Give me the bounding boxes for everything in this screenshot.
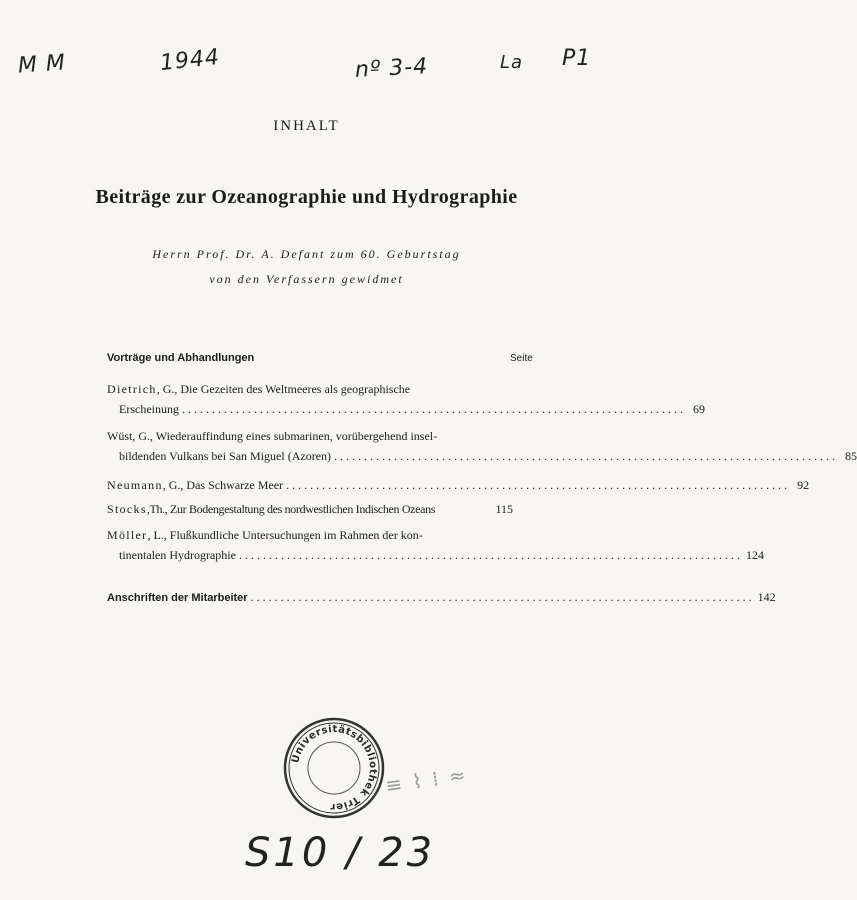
entry-title-line-2: tinentalen Hydrographie bbox=[119, 548, 236, 562]
handwritten-year: 1944 bbox=[158, 44, 222, 77]
leader-dots: .................................................................................... bbox=[250, 590, 755, 604]
handwritten-code: M M bbox=[17, 50, 67, 79]
handwritten-la: La bbox=[500, 52, 524, 73]
stamp-text: Universitätsbibliothek Trier bbox=[290, 723, 379, 813]
toc-entry bbox=[107, 502, 513, 522]
svg-text:Universitätsbibliothek Trier bbox=[290, 724, 378, 812]
toc-entry bbox=[107, 478, 810, 498]
dedication-line-2: von den Verfassern gewidmet bbox=[209, 272, 404, 286]
toc-entry bbox=[107, 382, 705, 422]
entry-page: 69 bbox=[692, 402, 705, 416]
entry-author: Wüst bbox=[107, 429, 133, 443]
handwritten-p1: P1 bbox=[562, 46, 592, 71]
entry-page: 92 bbox=[797, 478, 810, 492]
entry-page: 124 bbox=[745, 548, 764, 562]
entry-title-line-1: , L., Flußkundliche Untersuchungen im Rahmen der kon- bbox=[147, 528, 423, 542]
handwritten-issue: nº 3-4 bbox=[354, 54, 429, 83]
entry-title-line-2: Erscheinung bbox=[119, 402, 179, 416]
leader-dots: .................................................................................... bbox=[238, 548, 743, 562]
leader-dots: .................................................................................... bbox=[286, 478, 791, 492]
faded-stamp-marks: ≡ ⌇ ⁞ ≈ bbox=[383, 762, 469, 798]
library-stamp-icon bbox=[282, 716, 386, 820]
leader-dots: .................................................................................... bbox=[181, 402, 686, 416]
toc-entry bbox=[107, 429, 857, 469]
contributors-addresses-entry bbox=[107, 590, 776, 605]
dedication-line-1: Herrn Prof. Dr. A. Defant zum 60. Geburtstag bbox=[152, 247, 461, 261]
entry-author: Möller bbox=[107, 528, 148, 542]
handwritten-shelfmark: S10 / 23 bbox=[245, 830, 436, 876]
entry-author: Dietrich bbox=[107, 382, 157, 396]
section-heading: Vorträge und Abhandlungen bbox=[107, 352, 255, 364]
contributors-addresses-page: 142 bbox=[757, 590, 776, 604]
entry-title-line-1: ,Th., Zur Bodengestaltung des nordwestlichen Indischen Ozeans bbox=[146, 502, 436, 516]
page-column-label: Seite bbox=[510, 353, 533, 364]
entry-title-line-1: , G., Wiederauffindung eines submarinen, vorübergehend insel- bbox=[132, 429, 438, 443]
leader-dots: .................................................................................... bbox=[334, 449, 839, 463]
contributors-addresses-label: Anschriften der Mitarbeiter bbox=[107, 592, 248, 604]
entry-title-line-1: , G., Das Schwarze Meer bbox=[162, 478, 284, 492]
entry-author: Stocks bbox=[107, 502, 147, 516]
entry-page: 85 bbox=[845, 449, 857, 463]
entry-title-line-2: bildenden Vulkans bei San Miguel (Azoren) bbox=[119, 449, 332, 463]
contents-heading: INHALT bbox=[273, 118, 340, 134]
entry-title-line-1: , G., Die Gezeiten des Weltmeeres als geographische bbox=[156, 382, 411, 396]
entry-author: Neumann bbox=[107, 478, 163, 492]
entry-page: 115 bbox=[495, 502, 513, 516]
toc-entry bbox=[107, 528, 764, 568]
volume-title: Beiträge zur Ozeanographie und Hydrographie bbox=[95, 186, 518, 208]
